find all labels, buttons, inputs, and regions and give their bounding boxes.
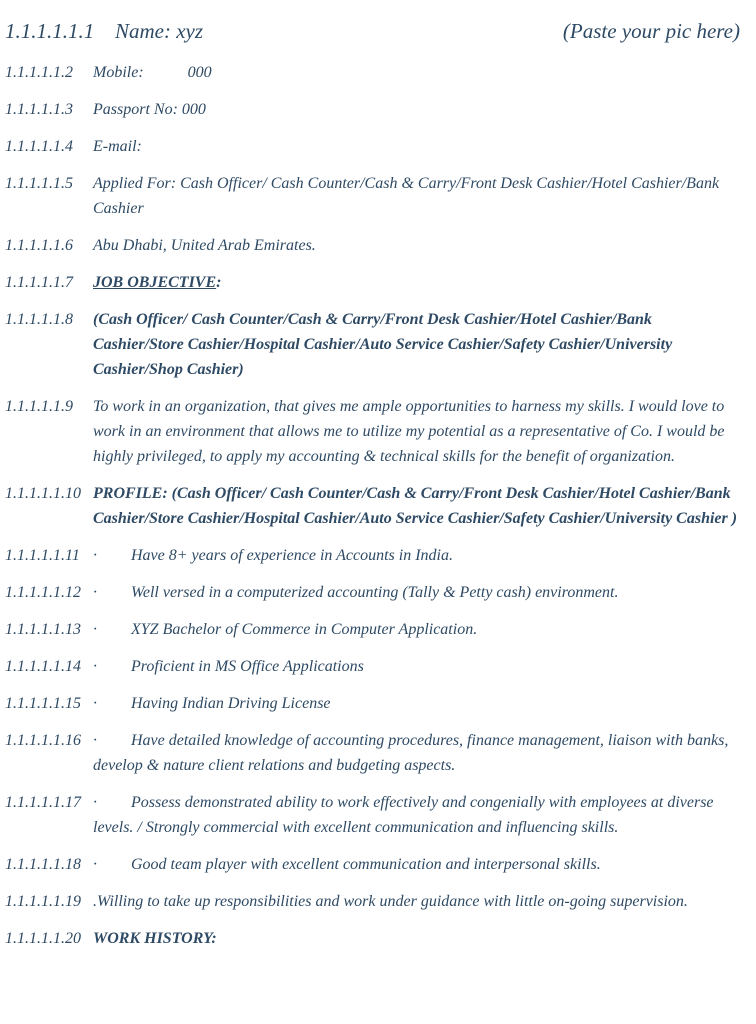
item-text: Abu Dhabi, United Arab Emirates.	[93, 237, 316, 254]
item-number: 1.1.1.1.1.1	[5, 19, 95, 43]
item-text: E-mail:	[93, 138, 142, 155]
item-number: 1.1.1.1.1.8	[5, 311, 73, 328]
bullet-text: Possess demonstrated ability to work effectively and congenially with employees at diverse levels. / Strongly commercial with excellent communication and influencing skills.	[93, 794, 714, 836]
item-text	[93, 60, 748, 85]
list-item-email	[5, 134, 748, 159]
item-number: 1.1.1.1.1.19	[5, 893, 81, 910]
list-item-ability	[5, 790, 748, 840]
list-item-mobile	[5, 60, 748, 85]
name-label: Name: xyz	[115, 19, 204, 43]
list-item-profile-heading	[5, 481, 748, 531]
bullet-text: Well versed in a computerized accounting (Tally & Petty cash) environment.	[131, 584, 619, 601]
bullet-glyph: ·	[93, 547, 97, 564]
item-number: 1.1.1.1.1.17	[5, 794, 81, 811]
list-item-willing	[5, 889, 748, 914]
bullet-text: Have detailed knowledge of accounting procedures, finance management, liaison with banks, develop & nature client relations and budgeting aspects.	[93, 732, 729, 774]
item-text: Applied For: Cash Officer/ Cash Counter/Cash & Carry/Front Desk Cashier/Hotel Cashier/Bank Cashier	[93, 175, 720, 217]
item-number: 1.1.1.1.1.11	[5, 547, 80, 564]
list-item-degree	[5, 617, 748, 642]
item-number: 1.1.1.1.1.16	[5, 732, 81, 749]
list-item-experience	[5, 543, 748, 568]
list-item-passport	[5, 97, 748, 122]
list-item-work-history-heading	[5, 926, 748, 951]
item-number: 1.1.1.1.1.13	[5, 621, 81, 638]
heading-colon: :	[216, 274, 222, 291]
list-item-job-titles	[5, 307, 748, 382]
item-text: PROFILE: (Cash Officer/ Cash Counter/Cash & Carry/Front Desk Cashier/Hotel Cashier/Bank Cashier/Store Cashier/Hospital Cashier/Auto Service Cashier/Safety Cashier/University Cashier )	[93, 485, 738, 527]
list-item-objective-text	[5, 394, 748, 469]
item-text	[93, 790, 748, 840]
item-text	[93, 728, 748, 778]
item-number: 1.1.1.1.1.10	[5, 485, 81, 502]
item-number: 1.1.1.1.1.5	[5, 175, 73, 192]
mobile-label: Mobile:	[93, 64, 144, 81]
item-number: 1.1.1.1.1.15	[5, 695, 81, 712]
item-text	[93, 691, 748, 716]
list-item-name	[5, 18, 748, 45]
item-text: Passport No: 000	[93, 101, 206, 118]
list-item-team-player	[5, 852, 748, 877]
bullet-text: Have 8+ years of experience in Accounts in India.	[131, 547, 453, 564]
bullet-glyph: ·	[93, 856, 97, 873]
bullet-glyph: ·	[93, 732, 97, 749]
item-number: 1.1.1.1.1.6	[5, 237, 73, 254]
mobile-value: 000	[187, 64, 212, 81]
bullet-text: Good team player with excellent communication and interpersonal skills.	[131, 856, 601, 873]
list-item-driving-license	[5, 691, 748, 716]
item-text: WORK HISTORY:	[93, 930, 217, 947]
list-item-applied-for	[5, 171, 748, 221]
job-objective-heading: JOB OBJECTIVE	[93, 274, 217, 291]
item-text	[93, 654, 748, 679]
bullet-glyph: ·	[93, 695, 97, 712]
item-number: 1.1.1.1.1.2	[5, 64, 73, 81]
item-number: 1.1.1.1.1.9	[5, 398, 73, 415]
item-text	[93, 617, 748, 642]
item-number: 1.1.1.1.1.7	[5, 274, 73, 291]
list-item-knowledge	[5, 728, 748, 778]
bullet-glyph: ·	[93, 584, 97, 601]
item-text	[93, 543, 748, 568]
item-text: (Cash Officer/ Cash Counter/Cash & Carry/Front Desk Cashier/Hotel Cashier/Bank Cashier/Store Cashier/Hospital Cashier/Auto Service Cashier/Safety Cashier/University Cashier/Shop Cashier)	[93, 311, 673, 378]
bullet-glyph: ·	[93, 658, 97, 675]
item-text: To work in an organization, that gives me ample opportunities to harness my skills. I would love to work in an environment that allows me to utilize my potential as a representative of Co. I would be highly privileged, to apply my accounting & technical skills for the benefit of organization.	[93, 398, 725, 465]
item-number: 1.1.1.1.1.14	[5, 658, 81, 675]
item-text	[93, 580, 748, 605]
bullet-text: Having Indian Driving License	[131, 695, 331, 712]
item-number: 1.1.1.1.1.18	[5, 856, 81, 873]
item-number: 1.1.1.1.1.20	[5, 930, 81, 947]
list-item-job-objective-heading	[5, 270, 748, 295]
pic-placeholder-note: (Paste your pic here)	[562, 19, 740, 43]
bullet-text: Proficient in MS Office Applications	[131, 658, 364, 675]
item-number: 1.1.1.1.1.3	[5, 101, 73, 118]
item-number: 1.1.1.1.1.12	[5, 584, 81, 601]
item-text: .Willing to take up responsibilities and work under guidance with little on-going supervision.	[93, 893, 688, 910]
list-item-location	[5, 233, 748, 258]
bullet-glyph: ·	[93, 621, 97, 638]
bullet-glyph: ·	[93, 794, 97, 811]
item-text	[93, 852, 748, 877]
list-item-accounting	[5, 580, 748, 605]
list-item-ms-office	[5, 654, 748, 679]
item-number: 1.1.1.1.1.4	[5, 138, 73, 155]
bullet-text: XYZ Bachelor of Commerce in Computer Application.	[131, 621, 478, 638]
item-text	[93, 270, 748, 295]
